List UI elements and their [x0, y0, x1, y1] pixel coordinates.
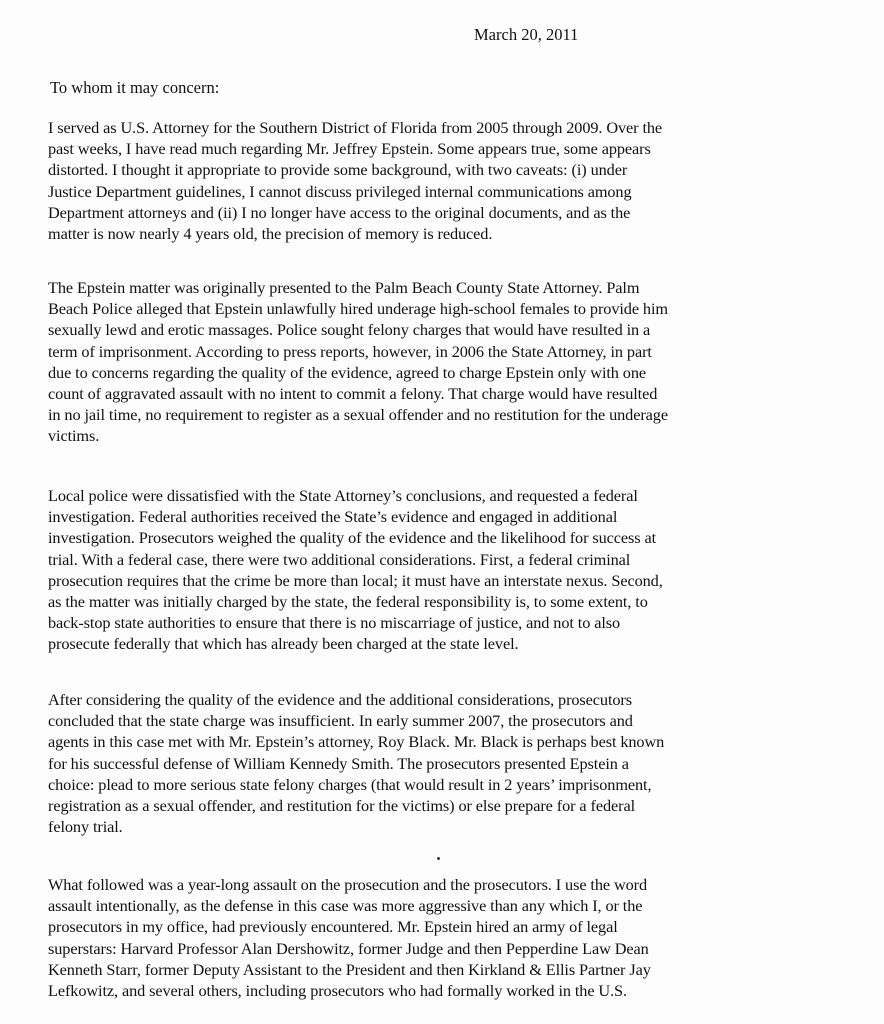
- paragraph-line: superstars: Harvard Professor Alan Dershowitz, former Judge and then Pepperdine Law Dean: [48, 938, 649, 958]
- paragraph-line: count of aggravated assault with no intent to commit a felony. That charge would have resulted: [48, 384, 658, 404]
- paragraph-line: concluded that the state charge was insufficient. In early summer 2007, the prosecutors and: [48, 711, 633, 731]
- letter-salutation: To whom it may concern:: [50, 78, 220, 97]
- paragraph-line: The Epstein matter was originally presented to the Palm Beach County State Attorney. Palm: [48, 278, 640, 297]
- paragraph-line: Kenneth Starr, former Deputy Assistant to the President and then Kirkland & Ellis Partner Jay: [48, 959, 651, 979]
- paragraph-4: [48, 689, 848, 837]
- paragraph-line: past weeks, I have read much regarding Mr. Jeffrey Epstein. Some appears true, some appears: [48, 139, 651, 159]
- paragraph-line: for his successful defense of William Kennedy Smith. The prosecutors presented Epstein a: [48, 753, 629, 773]
- paragraph-line: What followed was a year-long assault on the prosecution and the prosecutors. I use the word: [48, 875, 648, 894]
- paragraph-2: [48, 277, 848, 447]
- paragraph-line: due to concerns regarding the quality of the evidence, agreed to charge Epstein only with one: [48, 362, 647, 382]
- paragraph-line: I served as U.S. Attorney for the Southern District of Florida from 2005 through 2009. Over the: [48, 118, 663, 137]
- paragraph-line: victims.: [48, 426, 100, 446]
- paragraph-line: agents in this case met with Mr. Epstein’s attorney, Roy Black. Mr. Black is perhaps best known: [48, 732, 665, 752]
- paragraph-line: Department attorneys and (ii) I no longer have access to the original documents, and as the: [48, 202, 631, 222]
- paragraph-line: Beach Police alleged that Epstein unlawfully hired underage high-school females to provide him: [48, 299, 668, 319]
- paragraph-line: registration as a sexual offender, and restitution for the victims) or else prepare for a federal: [48, 796, 635, 816]
- paragraph-line: Justice Department guidelines, I cannot discuss privileged internal communications among: [48, 181, 632, 201]
- paragraph-3: [48, 485, 848, 655]
- paragraph-line: assault intentionally, as the defense in this case was more aggressive than any which I, or the: [48, 896, 643, 916]
- paragraph-line: After considering the quality of the evidence and the additional considerations, prosecutors: [48, 690, 632, 709]
- paragraph-line: term of imprisonment. According to press reports, however, in 2006 the State Attorney, in part: [48, 341, 652, 361]
- paragraph-line: matter is now nearly 4 years old, the precision of memory is reduced.: [48, 224, 493, 244]
- paragraph-line: choice: plead to more serious state felony charges (that would result in 2 years’ imprisonment,: [48, 774, 652, 794]
- paragraph-line: felony trial.: [48, 817, 123, 837]
- paragraph-line: prosecutors in my office, had previously encountered. Mr. Epstein hired an army of legal: [48, 917, 618, 937]
- paragraph-line: prosecution requires that the crime be more than local; it must have an interstate nexus. Second,: [48, 570, 663, 590]
- paragraph-line: investigation. Federal authorities received the State’s evidence and engaged in additional: [48, 507, 618, 527]
- paragraph-5: [48, 874, 848, 1001]
- paragraph-line: in no jail time, no requirement to register as a sexual offender and no restitution for the underage: [48, 405, 668, 425]
- paragraph-line: Local police were dissatisfied with the State Attorney’s conclusions, and requested a federal: [48, 486, 638, 505]
- paragraph-line: sexually lewd and erotic massages. Police sought felony charges that would have resulted in a: [48, 320, 651, 340]
- paragraph-line: investigation. Prosecutors weighed the quality of the evidence and the likelihood for success at: [48, 528, 657, 548]
- paragraph-line: as the matter was initially charged by the state, the federal responsibility is, to some extent, to: [48, 592, 648, 612]
- stray-mark: [437, 857, 440, 860]
- letter-date: March 20, 2011: [474, 25, 579, 44]
- paragraph-line: prosecute federally that which has already been charged at the state level.: [48, 634, 519, 654]
- paragraph-1: [48, 117, 848, 244]
- paragraph-line: trial. With a federal case, there were two additional considerations. First, a federal criminal: [48, 549, 631, 569]
- paragraph-line: Lefkowitz, and several others, including prosecutors who had formally worked in the U.S.: [48, 981, 627, 1001]
- paragraph-line: back-stop state authorities to ensure that there is no miscarriage of justice, and not to also: [48, 613, 621, 633]
- paragraph-line: distorted. I thought it appropriate to provide some background, with two caveats: (i) under: [48, 160, 628, 180]
